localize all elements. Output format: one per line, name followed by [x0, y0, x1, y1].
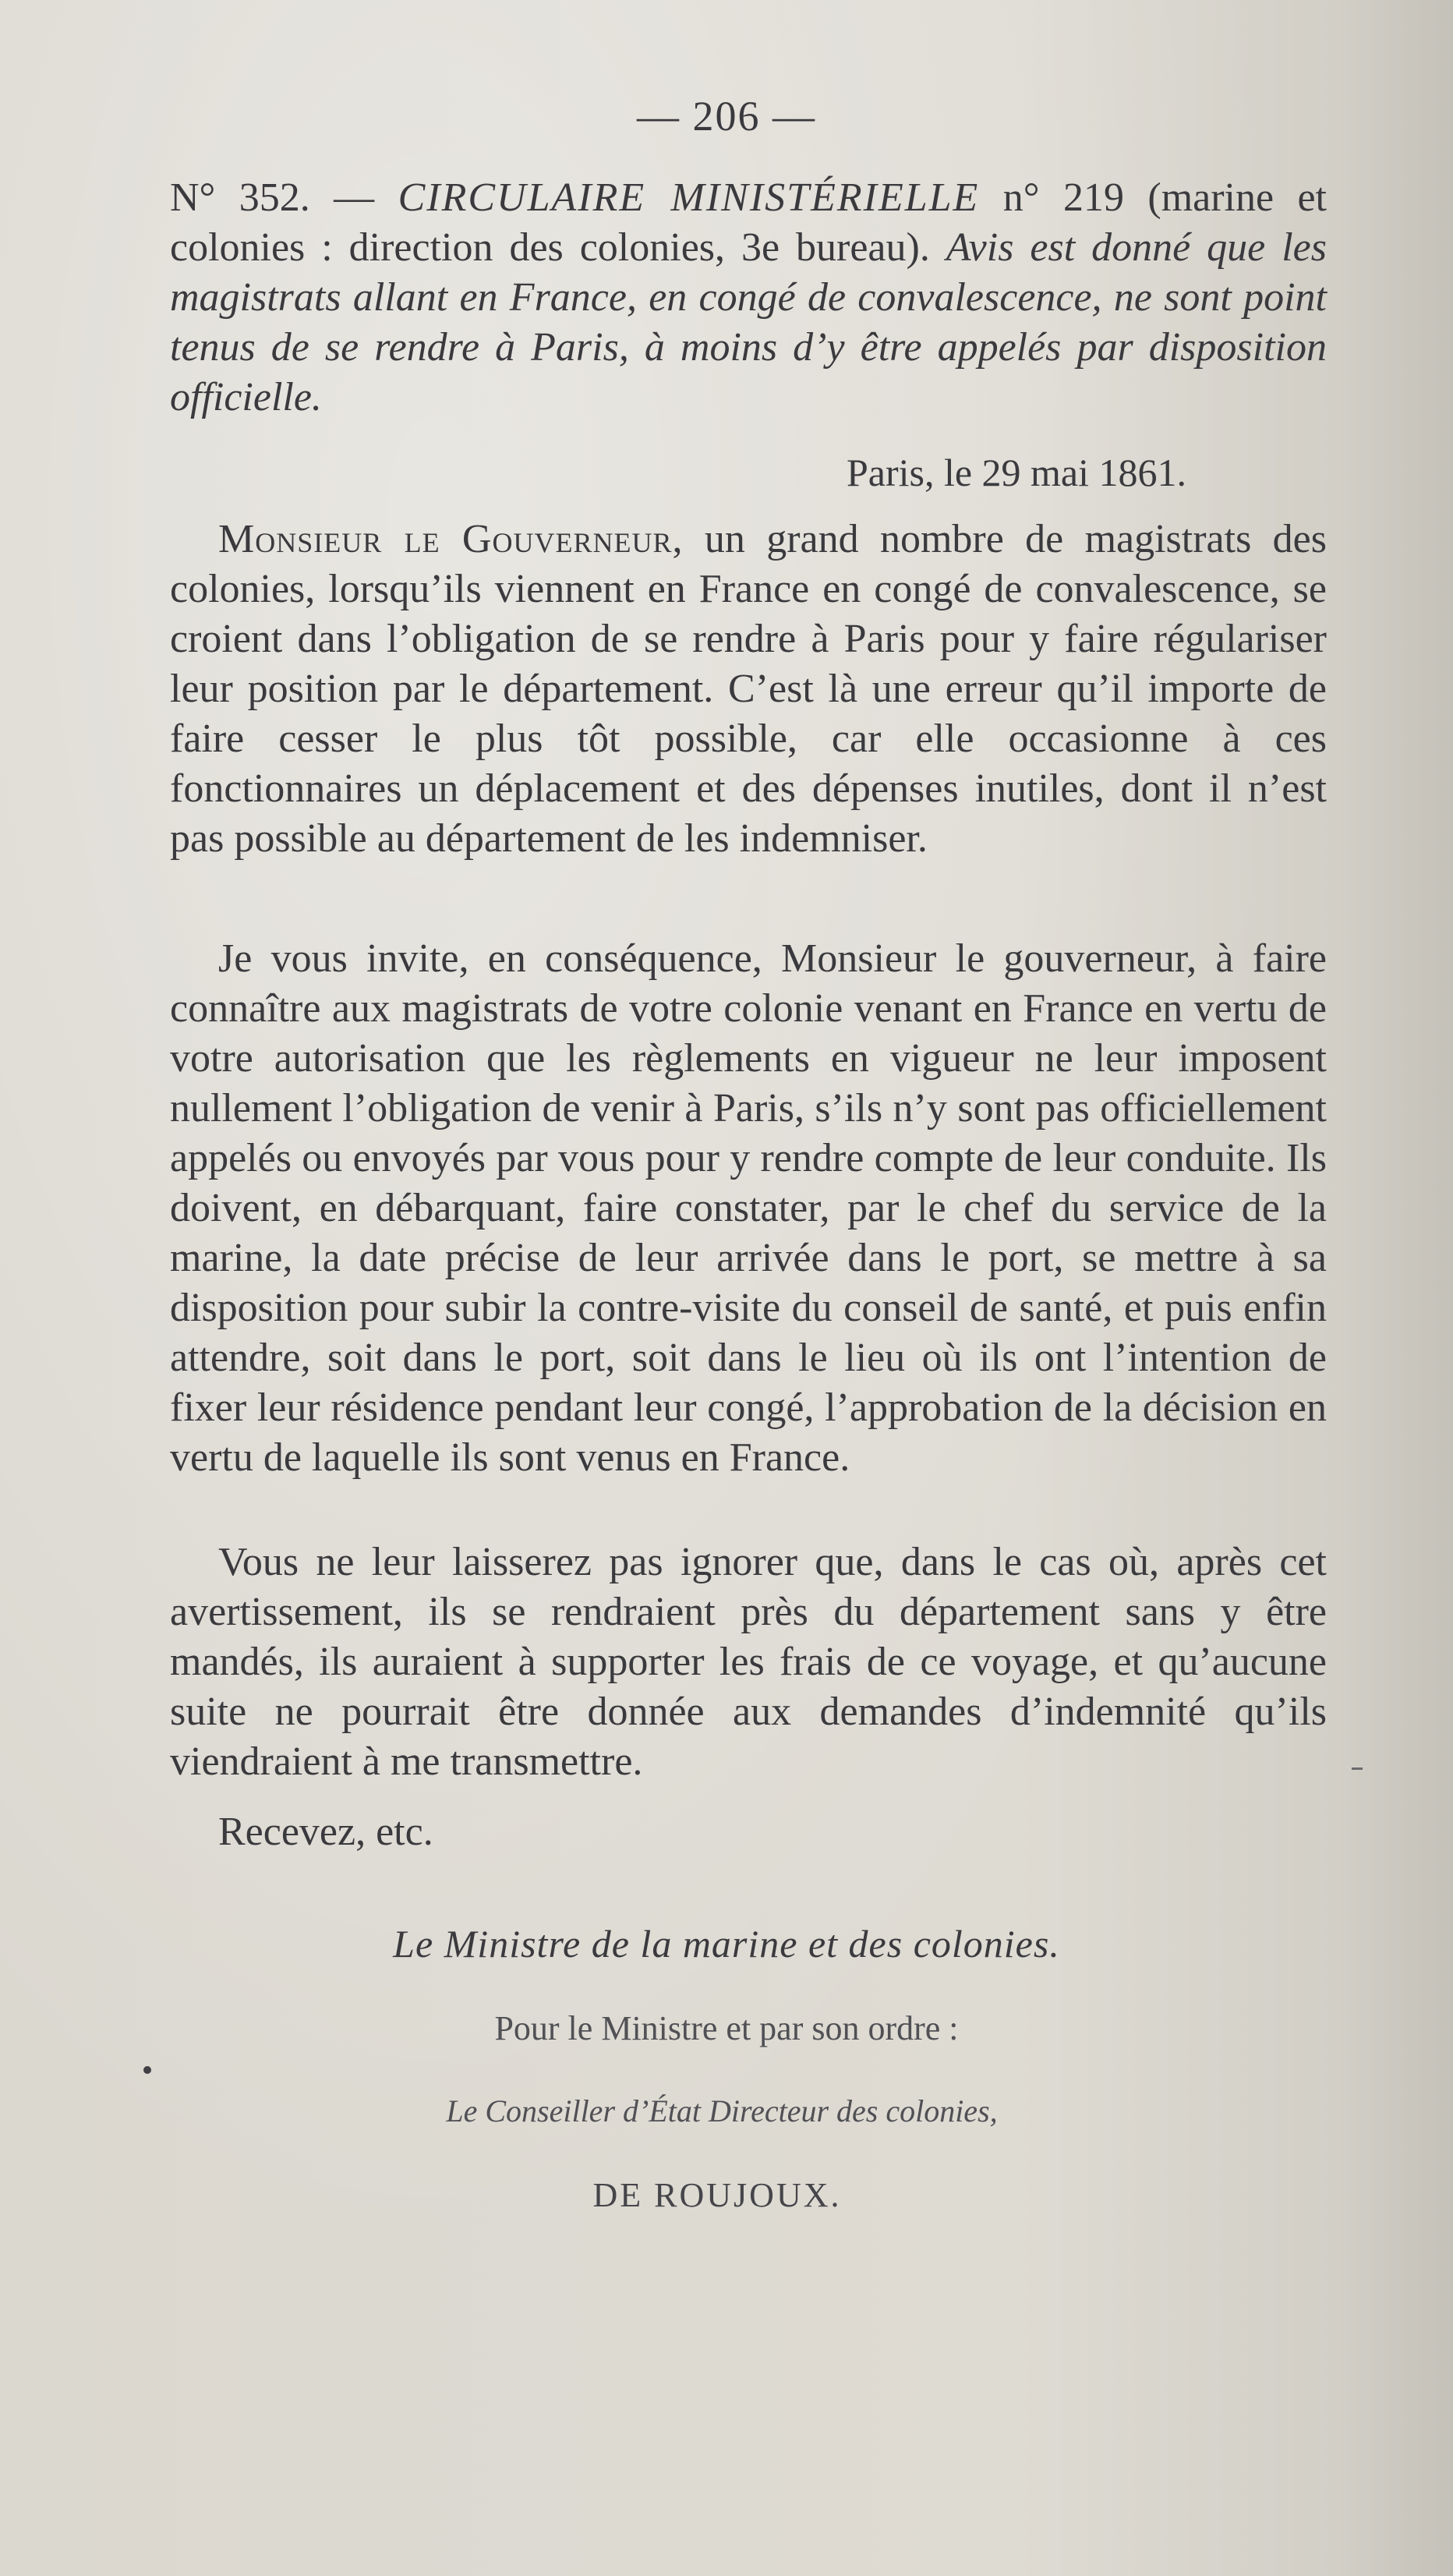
circular-summary: Avis est donné que les magistrats allant en France, en congé de convalescence, ne sont point tenus de se rendre à Paris, à moins d’y être appelés par disposition officielle. [170, 225, 1327, 419]
signature-by-order: Pour le Ministre et par son ordre : [494, 2009, 959, 2047]
page-number: — 206 — [637, 93, 816, 140]
margin-mark [1352, 1767, 1363, 1770]
paragraph-1-text: un grand nombre de magistrats des colonies, lorsqu’ils viennent en France en congé de convalescence, se croient dans l’obligation de se rendre à Paris pour y faire régulariser leur position par le département. C’est là une erreur qu’il importe de faire cesser le plus tôt possible, car elle occasionne à ces fonctionnaires un déplacement et des dépenses inutiles, dont il n’est pas possible au département de les indemniser. [170, 517, 1327, 861]
salutation: Monsieur le Gouverneur, [218, 517, 684, 561]
circular-number: N° 352. — [170, 175, 398, 220]
paragraph-3: Vous ne leur laisserez pas ignorer que, dans le cas où, après cet avertissement, ils se rendraient près du département sans y être mandés, ils auraient à supporter les frais de ce voyage, et qu’aucune suite ne pourrait être donnée aux demandes d’indemnité qu’ils viendraient à me transmettre. [170, 1540, 1327, 1784]
dateline: Paris, le 29 mai 1861. [846, 451, 1186, 494]
signature-director-title: Le Conseiller d’État Directeur des colonies, [446, 2093, 998, 2128]
signature-minister: Le Ministre de la marine et des colonies. [393, 1922, 1060, 1966]
margin-dot [143, 2066, 151, 2074]
paragraph-1 [170, 515, 1327, 864]
signature-name: DE ROUJOUX. [592, 2176, 842, 2214]
circular-heading [170, 173, 1327, 423]
closing-formula: Recevez, etc. [218, 1810, 433, 1854]
circular-reference: n° 219 (marine et colonies : direction des colonies, 3e bureau). [170, 175, 1327, 270]
circular-title: CIRCULAIRE MINISTÉRIELLE [398, 175, 980, 220]
paragraph-2: Je vous invite, en conséquence, Monsieur le gouverneur, à faire connaître aux magistrats de votre colonie venant en France en vertu de votre autorisation que les règlements en vigueur ne leur imposent nullement l’obligation de venir à Paris, s’ils n’y sont pas officiellement appelés ou envoyés par vous pour y rendre compte de leur conduite. Ils doivent, en débarquant, faire constater, par le chef du service de la marine, la date précise de leur arrivée dans le port, se mettre à sa disposition pour subir la contre-visite du conseil de santé, et puis enfin attendre, soit dans le port, soit dans le lieu où ils ont l’intention de fixer leur résidence pendant leur congé, l’approbation de la décision en vertu de laquelle ils sont venus en France. [170, 936, 1327, 1480]
